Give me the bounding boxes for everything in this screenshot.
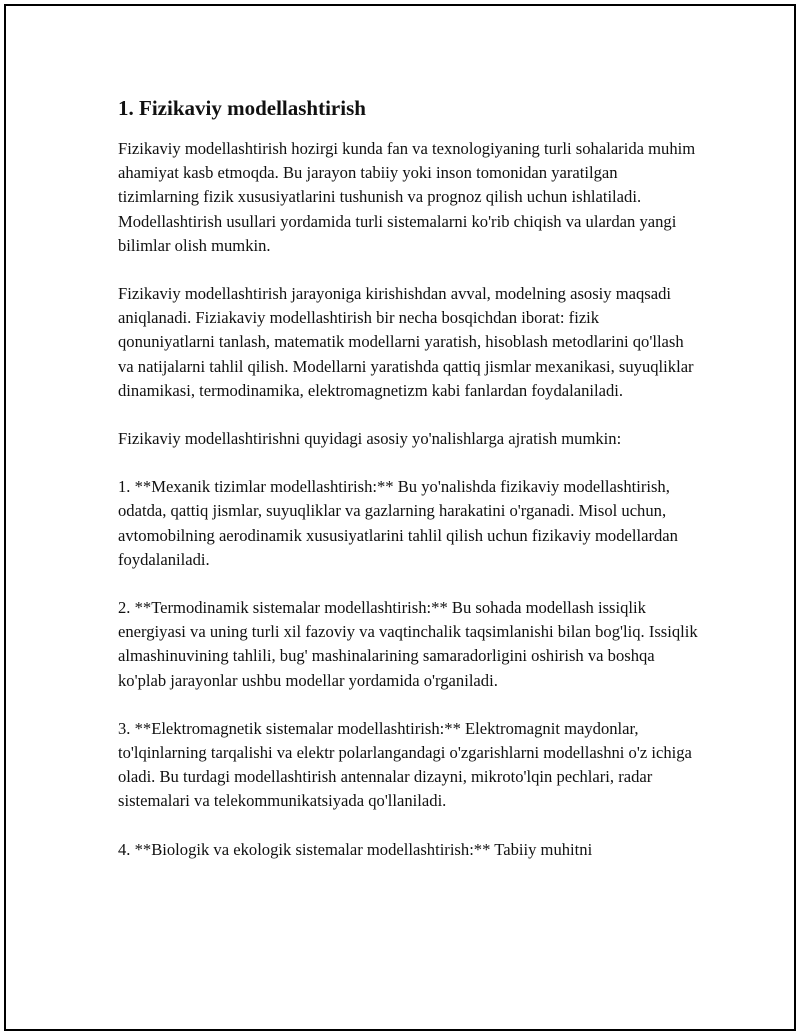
paragraph-process: Fizikaviy modellashtirish jarayoniga kirishishdan avval, modelning asosiy maqsadi aniqlanadi. Fiziakaviy modellashtirish bir necha bosqichdan iborat: fizik qonuniyatlarni tanlash, matematik modellarni yaratish, hisoblash metodlarini qo'llash va natijalarni tahlil qilish. Modellarni yaratishda qattiq jismlar mexanikasi, suyuqliklar dinamikasi, termodinamika, elektromagnetizm kabi fanlardan foydalaniladi.	[118, 284, 694, 400]
list-item-mechanical: 1. **Mexanik tizimlar modellashtirish:** Bu yo'nalishda fizikaviy modellashtirish, odatda, qattiq jismlar, suyuqliklar va gazlarning harakatini o'rganadi. Misol uchun, avtomobilning aerodinamik xususiyatlarini tahlil qilish uchun fizikaviy modellardan foydalaniladi.	[118, 477, 678, 569]
paragraph-intro: Fizikaviy modellashtirish hozirgi kunda fan va texnologiyaning turli sohalarida muhim ahamiyat kasb etmoqda. Bu jarayon tabiiy yoki inson tomonidan yaratilgan tizimlarning fizik xususiyatlarini tushunish va prognoz qilish uchun ishlatiladi. Modellashtirish usullari yordamida turli sistemalarni ko'rib chiqish va ulardan yangi bilimlar olish mumkin.	[118, 139, 696, 255]
paragraph-directions-intro: Fizikaviy modellashtirishni quyidagi asosiy yo'nalishlarga ajratish mumkin:	[118, 429, 622, 449]
list-item-biological: 4. **Biologik va ekologik sistemalar modellashtirish:** Tabiiy muhitni	[118, 839, 593, 859]
list-item-electromagnetic: 3. **Elektromagnetik sistemalar modellashtirish:** Elektromagnit maydonlar, to'lqinlarning tarqalishi va elektr polarlangandagi o'zgarishlarni modellashni o'z ichiga oladi. Bu turdagi modellashtirish antennalar dizayni, mikroto'lqin pechlari, radar sistemalari va telekommunikatsiyada qo'llaniladi.	[118, 718, 692, 811]
section-heading: 1. Fizikaviy modellashtirish	[118, 96, 366, 120]
list-item-thermodynamic: 2. **Termodinamik sistemalar modellashtirish:** Bu sohada modellash issiqlik energiyasi va uning turli xil fazoviy va vaqtinchalik taqsimlanishi bilan bog'liq. Issiqlik almashinuvining tahlili, bug' mashinalarining samaradorligini oshirish va boshqa ko'plab jarayonlar ushbu modellar yordamida o'rganiladi.	[118, 598, 698, 690]
document-body	[118, 94, 698, 886]
